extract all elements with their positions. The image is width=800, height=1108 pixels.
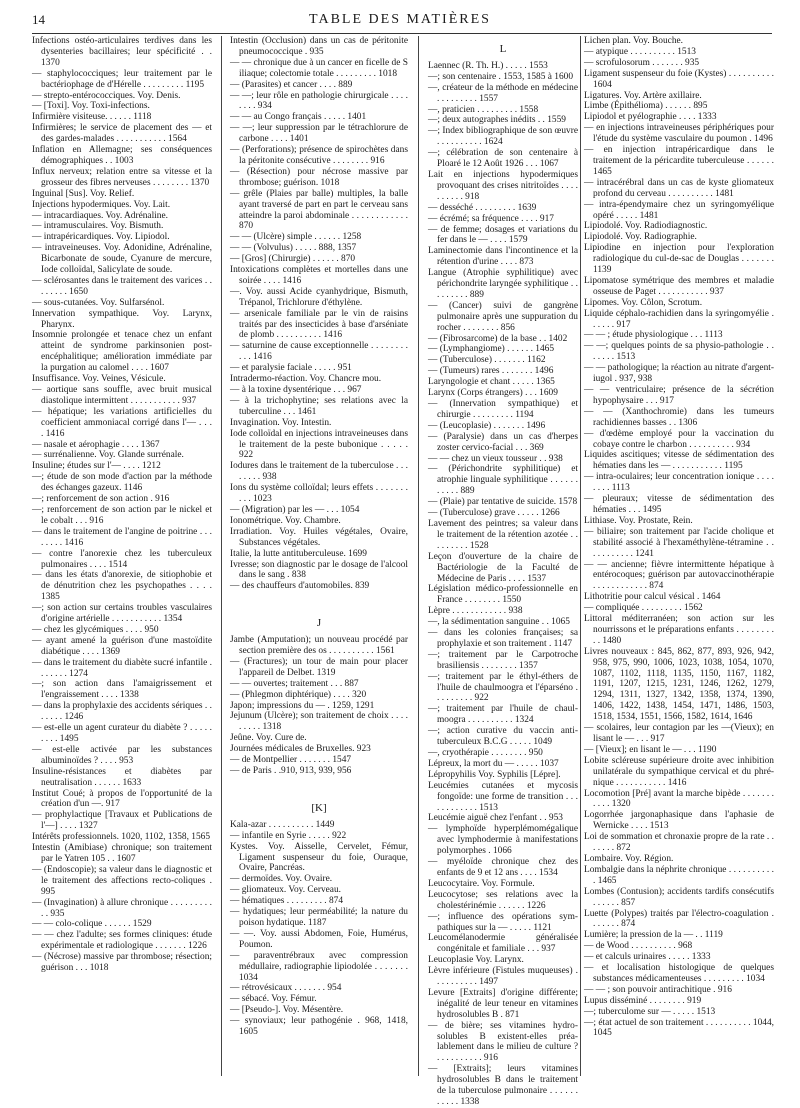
index-entry: Laryngologie et chant . . . . . 1365	[428, 377, 555, 388]
index-entry: — (Fibrosarcome) de la base . . 1402	[428, 333, 568, 344]
index-entry: — rétrovésicaux . . . . . . . 954	[230, 983, 342, 994]
index-entry: — — au Congo français . . . . . 1401	[230, 112, 367, 123]
index-entry: — infantile en Syrie . . . . . 922	[230, 830, 347, 841]
index-entry: Lombalgie dans la néphrite chronique . . . . . . . . . . . 1465	[584, 864, 774, 886]
column-divider	[580, 36, 581, 1076]
index-entry: — intramusculaires. Voy. Bismuth.	[32, 221, 164, 232]
index-entry: — grêle (Plaies par balle) multiples, la balle ayant traversé de part en part le cerveau sans atteindre la paroi abdominale . . . . . . . . . . . . 870	[230, 188, 408, 232]
index-entry: Laminectomie dans l'incontinence et la rétention d'urine . . . . 873	[428, 246, 578, 268]
index-entry: Leçon d'ouverture de la chaire de Bactériologie de la Faculté de Médecine de Paris . . . . 1537	[428, 551, 578, 584]
index-entry: — — ; étude physiologique . . . 1113	[584, 330, 723, 341]
index-entry: — contre l'anorexie chez les tuberculeux pulmonaires . . . . 1514	[32, 548, 212, 570]
index-entry: Insomnie prolongée et tenace chez un enfant atteint de syndrome parkinsonien post-encéphalitique; amélioration immédiate par la purgation au calomel . . . . 1607	[32, 330, 212, 374]
index-entry: Intestin (Amibiase) chronique; son traitement par le Yatren 105 . . 1607	[32, 843, 212, 864]
index-entry: — [Vieux]; en lisant le — . . . 1190	[584, 744, 717, 755]
section-gap	[230, 592, 408, 610]
index-entry: — d'œdème employé pour la vaccination du cobaye contre le charbon . . . . . . . . . . 934	[584, 428, 774, 450]
index-column-3	[428, 36, 578, 1107]
index-entry: Leucémies cutanées et mycosis fongoïde: une forme de transition . . . . . . . . . . . . 1513	[428, 780, 578, 813]
index-entry: Lombes (Contusion); accidents tardifs consécutifs . . . . . . 857	[584, 886, 774, 908]
index-entry: — — ventriculaire; présence de la sécrétion hypophysaire . . . 917	[584, 385, 774, 406]
index-entry: Infirmières; le service de placement des — et des gardes-malades . . . . . . . . . . . 1564	[32, 123, 212, 145]
index-entry: Infirmière visiteuse. . . . . . 1118	[32, 112, 152, 123]
page-number: 14	[32, 12, 45, 27]
index-entry: — lymphoïde hyperplémomégalique avec lymphodermie à manifestations polymorphes . 1066	[428, 824, 578, 857]
index-entry: Irradiation. Voy. Huiles végétales, Ovaire, Substances végétales.	[230, 526, 408, 548]
index-entry: Lépreux, la mort du — . . . . . 1037	[428, 758, 559, 769]
index-entry: — —; leur rôle en pathologie chirurgicale . . . . . . . . 934	[230, 90, 408, 112]
index-entry: Lobite scléreuse supérieure droite avec inhibition unilatérale du sympathique cervical et du phrénique . . . . . . . . . . . 1416	[584, 755, 774, 788]
index-entry: Lèvre inférieure (Fistules muqueuses) . . . . . . . . . . 1497	[428, 966, 578, 988]
index-entry: — (Parasites) et cancer . . . . 889	[230, 79, 353, 90]
index-entry: — aortique sans souffle, avec bruit musical diastolique intermittent . . . . . . . . . . . 937	[32, 385, 212, 406]
index-entry: Lipiodolé. Voy. Radiodiagnostic.	[584, 221, 708, 232]
index-entry: — prophylactique [Travaux et Publications de l'—] . . . . 1327	[32, 810, 212, 832]
index-entry: Influx nerveux; relation entre sa vitesse et la grosseur des fibres nerveuses . . . . . . . . 1370	[32, 166, 212, 188]
index-entry: Lèpre . . . . . . . . . . . . 938	[428, 606, 523, 617]
index-entry: Journées médicales de Bruxelles. 923	[230, 744, 371, 755]
index-entry: Intérêts professionnels. 1020, 1102, 1358, 1565	[32, 832, 211, 843]
index-entry: Ligament suspenseur du foie (Kystes) . . . . . . . . . . 1604	[584, 68, 774, 90]
index-entry: —; traitement par l'huile de chaulmoogra . . . . . . . . . . 1324	[428, 704, 578, 726]
index-entry: Leucomélanodermie généralisée congénitale et familiale . . . 937	[428, 933, 578, 955]
index-entry: Injections hypodermiques. Voy. Lait.	[32, 199, 171, 210]
index-column-4	[584, 36, 774, 1076]
index-entry: — (Paralysie) dans un cas d'herpes zoster cervico-facial . . . 369	[428, 431, 578, 453]
index-entry: Insuline; études sur l'— . . . . 1212	[32, 461, 161, 472]
index-entry: Invagination. Voy. Intestin.	[230, 417, 332, 428]
index-entry: —; action curative du vaccin antituberculeux B.C.G . . . . . 1049	[428, 726, 578, 748]
section-gap	[230, 777, 408, 795]
index-entry: — desséché . . . . . . . . . 1639	[428, 202, 537, 213]
index-entry: — et paralysie faciale . . . . . 951	[230, 363, 352, 374]
index-entry: — dans le traitement du diabète sucré infantile . . . . . . . 1274	[32, 657, 212, 679]
index-entry: Logorrhée jargonaphasique dans l'aphasie de Wernicke . . . . 1513	[584, 810, 774, 832]
index-entry: — (Nécrose) massive par thrombose; résection; guérison . . . 1018	[32, 952, 212, 974]
index-entry: Insuline-résistances et diabètes par neutralisation . . . . . . 1633	[32, 766, 212, 788]
index-entry: Jambe (Amputation); un nouveau procédé par section première des os . . . . . . . . . . 1561	[230, 635, 408, 657]
index-entry: — des chauffeurs d'automobiles. 839	[230, 581, 370, 592]
index-entry: — — ; son pouvoir antirachitique . 916	[584, 984, 732, 995]
index-entry: — —; quelques points de sa physio-pathologie . . . . . . . 1513	[584, 341, 774, 363]
index-entry: — [Toxi]. Voy. Toxi-infections.	[32, 101, 150, 112]
index-entry: Luette (Polypes) traités par l'électro-coagulation . . . . . . . 874	[584, 908, 774, 930]
index-entry: Inflation en Allemagne; ses conséquences démographiques . . 1003	[32, 145, 212, 166]
index-entry: — (Cancer) suivi de gangrène pulmonaire après une suppuration du rocher . . . . . . . . 856	[428, 300, 578, 333]
index-entry: Iodures dans le traitement de la tuberculose . . . . . . . . 938	[230, 461, 408, 483]
index-entry: —; tuberculome sur — . . . . . 1513	[584, 1006, 716, 1017]
index-entry: —; étude de son mode d'action par la méthode des échanges gazeux. 1146	[32, 472, 212, 494]
index-entry: Innervation sympathique. Voy. Larynx, Pharynx.	[32, 308, 212, 330]
index-entry: — — (Ulcère) simple . . . . . . 1258	[230, 232, 362, 243]
column-divider	[418, 36, 419, 1076]
index-entry: — —; leur suppression par le tétrachlorure de carbone . . . . 1401	[230, 123, 408, 145]
index-entry: Japon; impressions du — . 1259, 1291	[230, 700, 375, 711]
index-entry: — dans le traitement de l'angine de poitrine . . . . . . . . 1416	[32, 526, 212, 548]
index-entry: Intradermo-réaction. Voy. Chancre mou.	[230, 374, 382, 385]
index-entry: — strepto-entérococciques. Voy. Denis.	[32, 90, 181, 101]
index-entry: — (Perforations); présence de spirochètes dans la péritonite consécutive . . . . . . . . 916	[230, 145, 408, 166]
index-entry: — de Wood . . . . . . . . . . 968	[584, 941, 693, 952]
index-entry: — — ouvertes; traitement . . . 887	[230, 678, 359, 689]
index-entry: Leucocytaire. Voy. Formule.	[428, 878, 535, 889]
index-entry: —; son action dans l'amaigrissement et l'engraissement . . . . 1338	[32, 679, 212, 701]
index-entry: Lichen plan. Voy. Bouche.	[584, 36, 684, 46]
index-entry: Livres nouveaux : 845, 862, 877, 893, 926, 942, 958, 975, 990, 1006, 1023, 1038, 1054, 1070, 1087, 1102, 1118, 1135, 1150, 1167, 1182, 1191, 1207, 1215, 1231, 1246, 1262, 1279, 1294, 1311, 1327, 1342, 1358, 1374, 1390, 1406, 1422, 1438, 1454, 1471, 1486, 1503, 1518, 1534, 1551, 1566, 1582, 1614, 1646	[584, 646, 774, 723]
column-divider	[221, 36, 222, 1076]
index-entry: —; renforcement de son action . 916	[32, 494, 170, 505]
index-entry: — scolaires, leur contagion par les —(Vieux); en lisant le — . . . 917	[584, 723, 774, 744]
index-entry: —; célébration de son centenaire à Ploaré le 12 Août 1926 . . . 1067	[428, 148, 578, 170]
index-entry: Laennec (R. Th. H.) . . . . . 1553	[428, 60, 548, 71]
index-entry: — dans les états d'anorexie, de sitiophobie et de dénutrition chez les psychopathes . . . . 1385	[32, 570, 212, 603]
index-entry: — (Périchondrite syphilitique) et atrophie linguale syphilitique . . . . . . . . . . . 889	[428, 464, 578, 497]
index-entry: — chez les glycémiques . . . . 950	[32, 624, 159, 635]
index-entry: Infections ostéo-articulaires terdives dans les dysenteries bacillaires; leur spécificité . . 1370	[32, 36, 212, 68]
index-entry: Loi de sommation et chronaxie propre de la rate . . . . . . . 872	[584, 832, 774, 854]
index-entry: Lavement des peintres; sa valeur dans le traitement de la rétention azotée . . . . . . . . . 1528	[428, 518, 578, 551]
index-entry: — surrénalienne. Voy. Glande surrénale.	[32, 450, 184, 461]
index-entry: — hydatiques; leur perméabilité; la nature du poison hydatique. 1187	[230, 907, 408, 928]
index-entry: — — chez l'adulte; ses formes cliniques: étude expérimentale et radiologique . . . . . . . 1226	[32, 930, 212, 952]
index-entry: —, la sédimentation sanguine . . 1065	[428, 617, 570, 628]
index-entry: — compliquée . . . . . . . . . 1562	[584, 603, 703, 614]
index-entry: — staphylococciques; leur traitement par le bactériophage de d'Hérelle . . . . . . . . . 1195	[32, 68, 212, 90]
index-entry: Levure [Extraits] d'origine différente; inégalité de leur teneur en vitamines hydrosolubles B . 871	[428, 987, 578, 1020]
index-entry: — dermoïdes. Voy. Ovaire.	[230, 874, 333, 885]
index-entry: Leucocytose; ses relations avec la cholestérinémie . . . . . . 1226	[428, 889, 578, 911]
section-letter: [K]	[311, 801, 327, 814]
index-entry: — scrofulosorum . . . . . . . 935	[584, 57, 700, 68]
index-entry: Ivresse; son diagnostic par le dosage de l'alcool dans le sang . 838	[230, 559, 408, 581]
index-entry: — (Migration) par les — . . . 1054	[230, 504, 360, 515]
index-entry: —; renforcement de son action par le nickel et le cobalt . . . 916	[32, 504, 212, 526]
index-entry: Inguinal [Sus]. Voy. Relief.	[32, 188, 135, 199]
index-entry: — [Gros] (Chirurgie) . . . . . . 870	[230, 254, 356, 265]
index-entry: — en injections intraveineuses périphériques pour l'étude du système vasculaire du poumon . 1496	[584, 123, 774, 145]
index-entry: — (Leucoplasie) . . . . . . . 1496	[428, 420, 546, 431]
index-entry: — (Innervation sympathique) et chirurgie . . . . . . . . . 1194	[428, 399, 578, 420]
index-entry: — (Tumeurs) rares . . . . . . . 1496	[428, 366, 554, 377]
index-entry: — intracérébral dans un cas de kyste gliomateux profond du cerveau . . . . . . . . . . 1481	[584, 177, 774, 199]
index-entry: Législation médico-professionnelle en France . . . . . . . . 1550	[428, 584, 578, 606]
index-entry: — — chronique due à un cancer en ficelle de S iliaque; colectomie totale . . . . . . . . . 1018	[230, 57, 408, 79]
index-entry: Lipomatose symétrique des membres et maladie osseuse de Paget . . . . . . . . . . . 937	[584, 275, 774, 297]
index-entry: — à la toxine dysentérique . . . 967	[230, 385, 362, 395]
index-entry: — synoviaux; leur pathogénie . 968, 1418, 1605	[230, 1016, 408, 1038]
index-entry: — (Phlegmon diphtérique) . . . . 320	[230, 689, 367, 700]
index-entry: Lipiodol et pyélographie . . . . 1333	[584, 112, 717, 123]
index-entry: Lipomes. Voy. Côlon, Scrotum.	[584, 297, 703, 308]
index-entry: Lithotritie pour calcul vésical . 1464	[584, 592, 721, 603]
index-entry: — — colo-colique . . . . . . 1529	[32, 919, 152, 930]
index-entry: Lépropyhilis Voy. Syphilis [Lépre].	[428, 769, 561, 780]
index-entry: —; deux autographes inédits . . 1559	[428, 115, 566, 126]
index-entry: Ionométrique. Voy. Chambre.	[230, 515, 341, 526]
index-entry: Italie, la lutte antituberculeuse. 1699	[230, 548, 367, 559]
index-entry: —; traitement par le Carpotroche brasiliensis . . . . . . . . 1357	[428, 649, 578, 671]
index-column-2	[230, 36, 408, 1076]
index-entry: — de femme; dosages et variations du fer dans le — . . . . 1579	[428, 224, 578, 246]
index-entry: — intraveineuses. Voy. Adonidine, Adrénaline, Bicarbonate de soude, Cyanure de mercure, Iode colloïdal, Salicylate de soude.	[32, 243, 212, 276]
index-entry: — myéloïde chronique chez des enfants de 9 et 12 ans . . . . 1534	[428, 857, 578, 878]
index-entry: — intrapéricardiques. Voy. Lipiodol.	[32, 232, 170, 243]
index-entry: Limbe (Épithélioma) . . . . . . 895	[584, 101, 708, 112]
index-entry: — arsenicale familiale par le vin de raisins traités par des insecticides à base d'arséniate de plomb . . . . . . . . . . 1416	[230, 308, 408, 341]
section-letter: L	[499, 43, 507, 55]
index-entry: — de bière; ses vitamines hydrosolubles B existent-elles préalablement dans le milieu de culture ? . . . . . . . . . . 916	[428, 1020, 578, 1064]
index-entry: —; traitement par le éthyl-éthers de l'huile de chaulmoogra et l'éparséno . . . . . . . . . 922	[428, 671, 578, 704]
index-entry: — sous-cutanées. Voy. Sulfarsénol.	[32, 297, 165, 308]
index-entry: — — pathologique; la réaction au nitrate d'argent-iugol . 937, 938	[584, 363, 774, 385]
index-entry: —; état actuel de son traitement . . . . . . . . . . 1044, 1045	[584, 1017, 774, 1039]
index-entry: — et localisation histologique de quelques substances médicamenteuses . . . . . . . . . 1034	[584, 963, 774, 984]
index-entry: Institut Coué; à propos de l'opportunité de la création d'un —. 917	[32, 788, 212, 810]
index-entry: Larynx (Corps étrangers) . . . 1609	[428, 388, 558, 399]
index-entry: — intra-oculaires; leur concentration ionique . . . . . . . . 1113	[584, 472, 774, 494]
index-entry: — pleuraux; vitesse de sédimentation des hématies . . . 1495	[584, 494, 774, 515]
index-entry: Langue (Atrophie syphilitique) avec périchondrite laryngée syphilitique . . . . . . . . . 889	[428, 268, 578, 300]
index-entry: Leucémie aiguë chez l'enfant . . 953	[428, 813, 563, 824]
index-entry: — hépatique; les variations artificielles du coefficient ammoniacal corrigé dans l'— . . . . 1416	[32, 406, 212, 439]
index-entry: — —. Voy. aussi Abdomen, Foie, Humérus, Poumon.	[230, 928, 408, 950]
index-entry: —, praticien . . . . . . . . . 1558	[428, 104, 539, 115]
index-entry: — sébacé. Voy. Fémur.	[230, 994, 317, 1005]
index-entry: Jeûne. Voy. Cure de.	[230, 733, 307, 744]
index-entry: — hématiques . . . . . . . . . 874	[230, 896, 344, 907]
index-entry: — — (Xanthochromie) dans les tumeurs rachidiennes basses . . 1306	[584, 406, 774, 428]
index-entry: Insuffisance. Voy. Veines, Vésicule.	[32, 374, 166, 385]
index-entry: Locomotion [Pré] avant la marche bipède . . . . . . . . . . . 1320	[584, 788, 774, 810]
index-entry: — [Pseudo-]. Voy. Mésentère.	[230, 1005, 344, 1016]
index-entry: Kala-azar . . . . . . . . . . 1449	[230, 819, 335, 830]
index-entry: — sclérosantes dans le traitement des varices . . . . . . . . 1650	[32, 275, 212, 297]
index-entry: — — (Volvulus) . . . . . 888, 1357	[230, 243, 357, 254]
index-entry: — gliomateux. Voy. Cerveau.	[230, 885, 342, 896]
index-entry: — nasale et aérophagie . . . . 1367	[32, 439, 160, 450]
index-entry: —, cryothérapie . . . . . . . . 950	[428, 748, 543, 758]
index-entry: — de Montpellier . . . . . . . 1547	[230, 755, 352, 766]
index-entry: — biliaire; son traitement par l'acide cholique et stabilité associé à l'hexaméthylène-tétramine . . . . . . . . . . . 1241	[584, 526, 774, 559]
index-entry: —, créateur de la méthode en médecine . . . . . . . . . 1557	[428, 82, 578, 104]
index-entry: Lombaire. Voy. Région.	[584, 853, 674, 864]
index-entry: Littoral méditerranéen; son action sur les nourrissons et le préparations enfants . . . . . . . . . . 1480	[584, 614, 774, 646]
index-entry: — intra-épendymaire chez un syringomyélique opéré . . . . . 1481	[584, 199, 774, 221]
index-entry: Lait en injections hypodermiques provoquant des crises nitritoïdes . . . . . . . . . . 918	[428, 169, 578, 202]
index-entry: Lipiodolé. Voy. Radiographie.	[584, 232, 697, 243]
index-entry: Liquides ascitiques; vitesse de sédimentation des hématies dans les — . . . . . . . . . . . 1195	[584, 450, 774, 472]
index-entry: —; son action sur certains troubles vasculaires d'origine artérielle . . . . . . . . . . . 1354	[32, 603, 212, 625]
index-entry: — est-elle un agent curateur du diabète ? . . . . . . . . . 1495	[32, 723, 212, 744]
index-entry: — (Fractures); un tour de main pour placer l'appareil de Delbet. 1319	[230, 656, 408, 678]
index-entry: — — chez un vieux tousseur . . 938	[428, 453, 563, 464]
header-rule	[32, 33, 772, 34]
index-entry: Jejunum (Ulcère); son traitement de choix . . . . . . . . . 1318	[230, 711, 408, 733]
index-entry: Intoxications complètes et mortelles dans une soirée . . . . 1416	[230, 265, 408, 286]
index-entry: Lipiodine en injection pour l'exploration radiologique du cul-de-sac de Douglas . . . . . . . 1139	[584, 243, 774, 276]
index-entry: — (Endoscopie); sa valeur dans le diagnostic et le traitement des affections recto-coliques . 995	[32, 864, 212, 897]
section-letter: J	[316, 617, 322, 630]
index-entry: — paraventrébraux avec compression médullaire, radiographie lipiodolée . . . . . . . 1034	[230, 950, 408, 983]
index-entry: — et calculs urinaires . . . . . 1333	[584, 952, 711, 963]
index-entry: — écrémé; sa fréquence . . . . 917	[428, 213, 554, 224]
index-entry: Lupus disséminé . . . . . . . . 919	[584, 995, 702, 1006]
index-entry: — [Extraits]; leurs vitamines hydrosolubles B dans le traitement de la tuberculose pulmonaire . . . . . . . . . . . 1338	[428, 1064, 578, 1107]
page-header	[0, 0, 800, 34]
index-entry: — (Invagination) à allure chronique . . . . . . . . . . . 935	[32, 897, 212, 919]
index-entry: — dans la prophylaxie des accidents sériques . . . . . . . 1246	[32, 701, 212, 723]
index-entry: Iode colloïdal en injections intraveineuses dans le traitement de la peste bubonique . . . . . 922	[230, 428, 408, 461]
index-entry: — (Résection) pour nécrose massive par thrombose; guérison. 1018	[230, 166, 408, 188]
index-entry: — de Paris . .910, 913, 939, 956	[230, 766, 352, 776]
index-column-1	[32, 36, 212, 1076]
page-title: TABLE DES MATIÈRES	[309, 12, 491, 27]
index-entry: —; Index bibliographique de son œuvre . . . . . . . . . . 1624	[428, 126, 578, 148]
index-entry: — en injection intrapéricardique dans le traitement de la péricardite tuberculeuse . . . . . . 1465	[584, 145, 774, 177]
index-entry: — (Tuberculose) . . . . . . . 1162	[428, 355, 546, 366]
index-entry: — dans les colonies françaises; sa prophylaxie et son traitement . 1147	[428, 628, 578, 649]
index-entry: Intestin (Occlusion) dans un cas de péritonite pneumococcique . 935	[230, 36, 408, 57]
index-entry: —; son centenaire . 1553, 1585 à 1600	[428, 71, 574, 82]
index-entry: — intracardiaques. Voy. Adrénaline.	[32, 210, 168, 221]
index-entry: — saturnine de cause exceptionnelle . . . . . . . . . . . 1416	[230, 341, 408, 363]
index-entry: — — ancienne; fièvre intermittente hépatique à entérocoques; guérison par autovaccinothérapie . . . . . . . . . . . . 874	[584, 559, 774, 592]
index-entry: — à la trichophytine; ses relations avec la tuberculine . . . 1461	[230, 395, 408, 417]
index-entry: Ions du système colloïdal; leurs effets . . . . . . . . . . 1023	[230, 483, 408, 505]
index-entry: Ligatures. Voy. Artère axillaire.	[584, 90, 702, 101]
index-entry: Liquide céphalo-rachidien dans la syringomyélie . . . . . . 917	[584, 308, 774, 330]
index-entry: Kystes. Voy. Aisselle, Cervelet, Fémur, Ligament suspenseur du foie, Ouraque, Ovaire, Pancréas.	[230, 841, 408, 874]
index-entry: — (Plaie) par tentative de suicide. 1578	[428, 497, 578, 508]
index-entry: Lumière; la pression de la — . . 1119	[584, 930, 723, 941]
index-entry: Lithiase. Voy. Prostate, Rein.	[584, 515, 693, 526]
index-entry: —; influence des opérations sympathiques sur la — . . . . . 1121	[428, 911, 578, 933]
index-entry: — (Lymphangiome) . . . . . . 1465	[428, 344, 555, 355]
index-entry: —. Voy. aussi Acide cyanhydrique, Bismuth, Trépanol, Trichlorure d'éthylène.	[230, 286, 408, 308]
index-entry: — atypique . . . . . . . . . . 1513	[584, 46, 696, 57]
index-entry: — est-elle activée par les substances albuminoïdes ? . . . . 953	[32, 744, 212, 766]
index-entry: — (Tuberculose) grave . . . . . 1266	[428, 508, 560, 519]
index-entry: — ayant amené la guérison d'une mastoïdite diabétique . . . . 1369	[32, 635, 212, 657]
index-entry: Leucoplasie Voy. Larynx.	[428, 955, 524, 966]
